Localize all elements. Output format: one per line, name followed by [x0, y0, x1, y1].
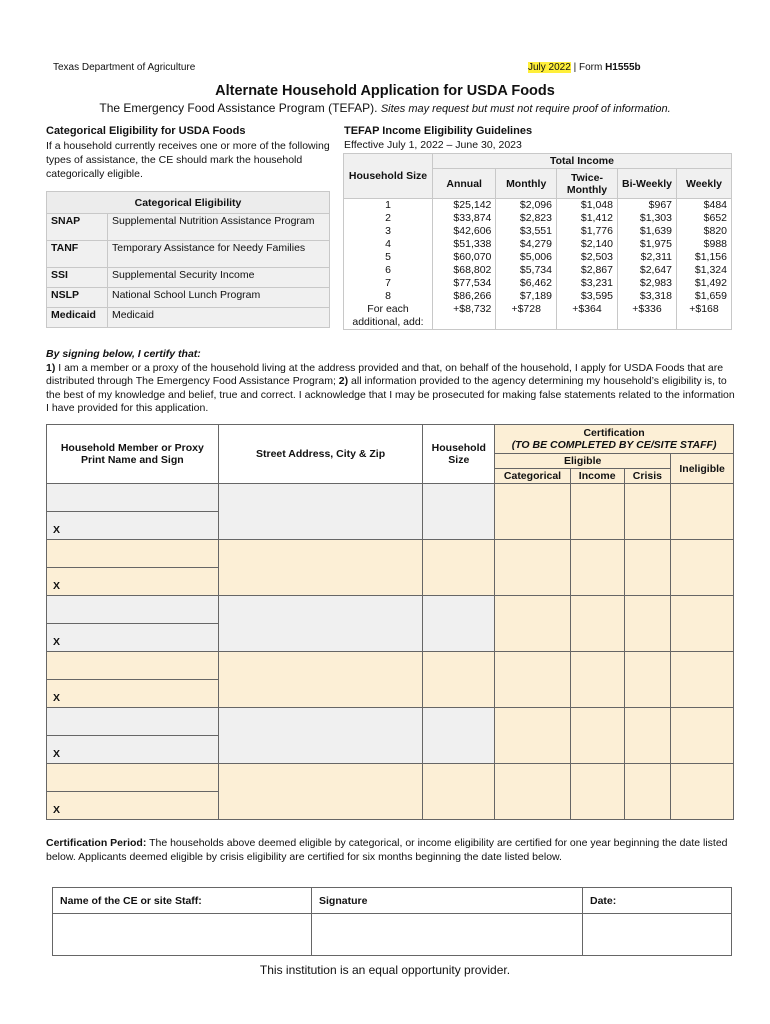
cell-size: 7	[344, 277, 433, 290]
income-row	[344, 277, 732, 290]
cell-annual: $51,338	[433, 238, 496, 251]
ineligible-check[interactable]	[671, 484, 734, 540]
print-name-field[interactable]	[47, 764, 219, 792]
print-name-field[interactable]	[47, 540, 219, 568]
household-size-field[interactable]	[423, 484, 495, 540]
print-name-field[interactable]	[47, 708, 219, 736]
household-size-field[interactable]	[423, 652, 495, 708]
staff-signature-label: Signature	[312, 888, 583, 914]
cell-monthly: $5,734	[496, 264, 557, 277]
col-member: Household Member or Proxy Print Name and Sign	[47, 425, 219, 484]
crisis-check[interactable]	[624, 484, 671, 540]
cell-weekly: $988	[677, 238, 732, 251]
form-id	[528, 62, 641, 73]
household-row	[47, 540, 734, 568]
categorical-check[interactable]	[495, 596, 571, 652]
household-size-field[interactable]	[423, 540, 495, 596]
col-crisis: Crisis	[624, 469, 671, 484]
program-name: Supplemental Nutrition Assistance Program	[108, 214, 330, 241]
certification-period	[46, 836, 736, 864]
subtitle-program: The Emergency Food Assistance Program (TEFAP).	[99, 101, 378, 115]
col-household-size: Household Size	[344, 154, 433, 199]
categorical-text: If a household currently receives one or more of the following types of assistance, the CE should mark the household categorically eligible.	[46, 140, 330, 180]
print-name-field[interactable]	[47, 652, 219, 680]
cell-annual: $25,142	[433, 199, 496, 213]
categorical-table	[46, 191, 330, 328]
certify-body	[46, 362, 736, 416]
program-abbr: SSI	[47, 268, 108, 288]
income-row	[344, 290, 732, 303]
income-effective-dates: Effective July 1, 2022 – June 30, 2023	[344, 139, 522, 151]
certify-heading: By signing below, I certify that:	[46, 348, 201, 360]
income-row	[344, 225, 732, 238]
staff-table	[52, 887, 732, 956]
cell-biweekly: $2,311	[618, 251, 677, 264]
ineligible-check[interactable]	[671, 540, 734, 596]
cell-annual: $86,266	[433, 290, 496, 303]
cell-weekly: $484	[677, 199, 732, 213]
household-size-field[interactable]	[423, 596, 495, 652]
program-abbr: NSLP	[47, 288, 108, 308]
categorical-check[interactable]	[495, 484, 571, 540]
certification-label: Certification	[583, 427, 645, 439]
cell-annual: $33,874	[433, 212, 496, 225]
col-annual: Annual	[433, 169, 496, 199]
ineligible-check[interactable]	[671, 652, 734, 708]
certification-statement	[46, 348, 736, 416]
categorical-row	[47, 308, 330, 328]
program-name: National School Lunch Program	[108, 288, 330, 308]
subtitle-note: Sites may request but must not require proof of information.	[380, 103, 671, 115]
household-size-field[interactable]	[423, 764, 495, 820]
cell-size: 6	[344, 264, 433, 277]
cell-biweekly: $2,647	[618, 264, 677, 277]
signature-field[interactable]: X	[47, 680, 219, 708]
cell-monthly: $6,462	[496, 277, 557, 290]
crisis-check[interactable]	[624, 596, 671, 652]
categorical-check[interactable]	[495, 764, 571, 820]
cell-twice: +$364	[557, 303, 618, 330]
cell-monthly: $2,096	[496, 199, 557, 213]
cell-biweekly: $1,639	[618, 225, 677, 238]
cell-annual: $77,534	[433, 277, 496, 290]
page-title: Alternate Household Application for USDA Foods	[215, 83, 555, 99]
categorical-table-header: Categorical Eligibility	[47, 192, 330, 214]
cell-biweekly: $3,318	[618, 290, 677, 303]
col-total-income: Total Income	[433, 154, 732, 169]
agency-name: Texas Department of Agriculture	[53, 62, 196, 73]
cell-annual: +$8,732	[433, 303, 496, 330]
col-twice-monthly: Twice-Monthly	[557, 169, 618, 199]
certify-text1: I am a member or a proxy of the household living at the address provided and that, on behalf of the household, I apply for USDA Foods that are distributed through The Emergency Food Assistance Program;	[46, 361, 724, 387]
income-row-additional	[344, 303, 732, 330]
cell-biweekly: +$336	[618, 303, 677, 330]
categorical-heading: Categorical Eligibility for USDA Foods	[46, 125, 246, 137]
crisis-check[interactable]	[624, 652, 671, 708]
household-row	[47, 708, 734, 736]
income-row	[344, 238, 732, 251]
col-household-size: Household Size	[423, 425, 495, 484]
program-abbr: Medicaid	[47, 308, 108, 328]
col-monthly: Monthly	[496, 169, 557, 199]
program-abbr: TANF	[47, 241, 108, 268]
cell-biweekly: $2,983	[618, 277, 677, 290]
categorical-row	[47, 214, 330, 241]
crisis-check[interactable]	[624, 708, 671, 764]
ineligible-check[interactable]	[671, 708, 734, 764]
staff-name-label: Name of the CE or site Staff:	[53, 888, 312, 914]
address-field[interactable]	[218, 652, 423, 708]
categorical-row	[47, 268, 330, 288]
categorical-check[interactable]	[495, 652, 571, 708]
address-field[interactable]	[218, 596, 423, 652]
signature-field[interactable]: X	[47, 568, 219, 596]
staff-date-label: Date:	[583, 888, 732, 914]
income-heading: TEFAP Income Eligibility Guidelines	[344, 125, 533, 137]
cell-twice: $2,140	[557, 238, 618, 251]
col-ineligible: Ineligible	[671, 454, 734, 484]
program-abbr: SNAP	[47, 214, 108, 241]
household-row	[47, 596, 734, 624]
income-check[interactable]	[570, 596, 624, 652]
cell-annual: $60,070	[433, 251, 496, 264]
address-field[interactable]	[218, 708, 423, 764]
cell-monthly: $5,006	[496, 251, 557, 264]
form-separator: | Form	[570, 62, 606, 73]
print-name-field[interactable]	[47, 596, 219, 624]
signature-field[interactable]: X	[47, 512, 219, 540]
signature-field[interactable]: X	[47, 792, 219, 820]
cell-biweekly: $967	[618, 199, 677, 213]
cell-monthly: $2,823	[496, 212, 557, 225]
signature-field[interactable]: X	[47, 624, 219, 652]
income-check[interactable]	[570, 652, 624, 708]
cell-size: 2	[344, 212, 433, 225]
income-check[interactable]	[570, 540, 624, 596]
cell-weekly: $652	[677, 212, 732, 225]
cell-twice: $2,503	[557, 251, 618, 264]
cell-monthly: $4,279	[496, 238, 557, 251]
cell-twice: $3,595	[557, 290, 618, 303]
col-weekly: Weekly	[677, 169, 732, 199]
program-name: Medicaid	[108, 308, 330, 328]
categorical-row	[47, 288, 330, 308]
ineligible-check[interactable]	[671, 764, 734, 820]
certification-period-label: Certification Period:	[46, 837, 147, 849]
cell-twice: $1,776	[557, 225, 618, 238]
cell-twice: $1,048	[557, 199, 618, 213]
staff-name-field[interactable]	[53, 914, 312, 956]
income-check[interactable]	[570, 484, 624, 540]
address-field[interactable]	[218, 764, 423, 820]
cell-biweekly: $1,303	[618, 212, 677, 225]
col-categorical: Categorical	[495, 469, 571, 484]
household-row	[47, 484, 734, 512]
cell-monthly: $3,551	[496, 225, 557, 238]
cell-weekly: $1,156	[677, 251, 732, 264]
signature-field[interactable]: X	[47, 736, 219, 764]
page-subtitle	[0, 101, 770, 115]
cell-weekly: $1,324	[677, 264, 732, 277]
cell-size: 4	[344, 238, 433, 251]
ineligible-check[interactable]	[671, 596, 734, 652]
cell-weekly: $820	[677, 225, 732, 238]
income-row	[344, 264, 732, 277]
certification-note: (TO BE COMPLETED BY CE/SITE STAFF)	[511, 439, 717, 451]
crisis-check[interactable]	[624, 764, 671, 820]
col-address: Street Address, City & Zip	[218, 425, 423, 484]
staff-date-field[interactable]	[583, 914, 732, 956]
col-certification	[495, 425, 734, 454]
income-check[interactable]	[570, 764, 624, 820]
footer-statement: This institution is an equal opportunity provider.	[259, 963, 511, 977]
cell-weekly: $1,492	[677, 277, 732, 290]
categorical-check[interactable]	[495, 708, 571, 764]
print-name-field[interactable]	[47, 484, 219, 512]
cell-twice: $1,412	[557, 212, 618, 225]
cell-annual: $68,802	[433, 264, 496, 277]
income-table	[343, 153, 732, 330]
cell-additional-label: For each additional, add:	[344, 303, 433, 330]
cell-weekly: +$168	[677, 303, 732, 330]
cell-size: 1	[344, 199, 433, 213]
household-table	[46, 424, 734, 820]
form-number: H1555b	[605, 62, 641, 73]
cell-twice: $3,231	[557, 277, 618, 290]
cell-annual: $42,606	[433, 225, 496, 238]
income-row	[344, 199, 732, 213]
income-row	[344, 212, 732, 225]
cell-monthly: +$728	[496, 303, 557, 330]
address-field[interactable]	[218, 540, 423, 596]
program-name: Supplemental Security Income	[108, 268, 330, 288]
col-biweekly: Bi-Weekly	[618, 169, 677, 199]
household-row	[47, 764, 734, 792]
staff-signature-field[interactable]	[312, 914, 583, 956]
household-row	[47, 652, 734, 680]
address-field[interactable]	[218, 484, 423, 540]
col-eligible: Eligible	[495, 454, 671, 469]
categorical-row	[47, 241, 330, 268]
certify-text2: all information provided to the agency determining my household’s eligibility is, to the best of my knowledge and belief, true and correct. I acknowledge that I may be prosecuted for making false statements related to the information I have provided for this application.	[46, 375, 735, 414]
form-date: July 2022	[528, 62, 571, 73]
cell-size: 8	[344, 290, 433, 303]
certification-period-text: The households above deemed eligible by categorical, or income eligibility are certified for one year beginning the date listed below. Applicants deemed eligible by crisis eligibility are certified for six months beginning the date listed below.	[46, 837, 728, 863]
categorical-check[interactable]	[495, 540, 571, 596]
cell-size: 5	[344, 251, 433, 264]
program-name: Temporary Assistance for Needy Families	[108, 241, 330, 268]
certify-n2: 2)	[338, 375, 349, 387]
income-check[interactable]	[570, 708, 624, 764]
crisis-check[interactable]	[624, 540, 671, 596]
cell-monthly: $7,189	[496, 290, 557, 303]
cell-biweekly: $1,975	[618, 238, 677, 251]
household-size-field[interactable]	[423, 708, 495, 764]
col-income: Income	[570, 469, 624, 484]
income-row	[344, 251, 732, 264]
cell-size: 3	[344, 225, 433, 238]
certify-n1: 1)	[46, 361, 56, 374]
cell-twice: $2,867	[557, 264, 618, 277]
cell-weekly: $1,659	[677, 290, 732, 303]
